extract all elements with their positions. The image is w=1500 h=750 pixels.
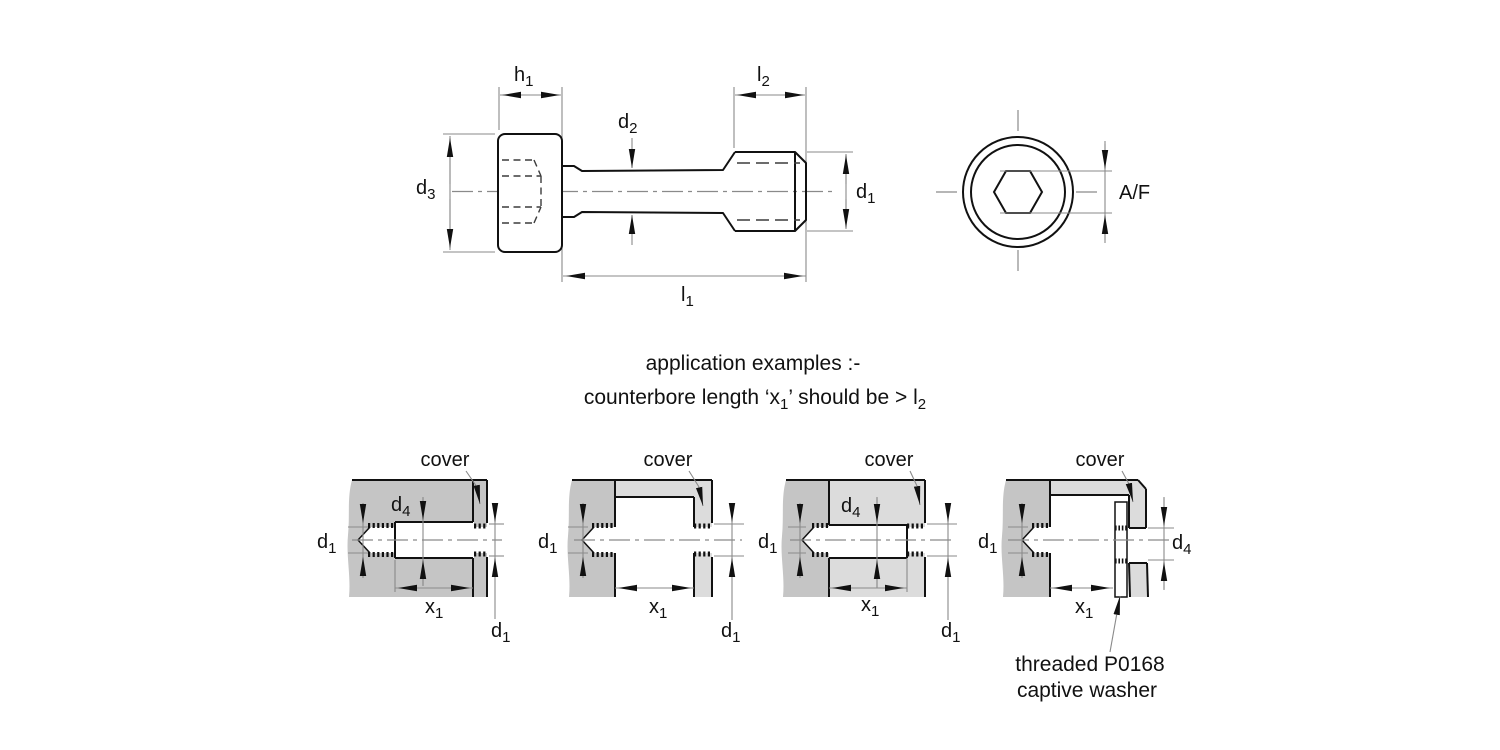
counterbore-note: counterbore length ‘$x_1$’ should be > $l_2$ <box>583 386 927 413</box>
cover-plate <box>1050 480 1146 528</box>
dim-label-d3: $d_3$ <box>416 177 436 203</box>
washer-note-line1: threaded P0168 <box>1015 653 1165 676</box>
dim-label-d4: $d_4$ <box>391 494 411 520</box>
cover-flange-lower <box>1129 563 1148 597</box>
dim-label-x1: $x_1$ <box>649 596 668 622</box>
dim-label-d1-right: $d_1$ <box>721 620 741 646</box>
counterbore <box>829 525 907 558</box>
application-example-4 <box>978 449 1191 702</box>
dim-label-l2: $l_2$ <box>757 64 770 90</box>
cover-label: cover <box>1075 449 1125 471</box>
application-example-3 <box>758 449 960 646</box>
screw-head <box>498 134 562 252</box>
washer-note-line2: captive washer <box>1016 679 1158 702</box>
dim-label-d4: $d_4$ <box>841 495 861 521</box>
cover-label: cover <box>420 449 470 471</box>
dim-label-h1: $h_1$ <box>514 64 534 90</box>
screw-side-view <box>416 64 875 310</box>
dim-label-x1: $x_1$ <box>425 596 444 622</box>
cover-label: cover <box>864 449 914 471</box>
dim-label-x1: $x_1$ <box>1075 596 1094 622</box>
dim-label-af: A/F <box>1119 182 1151 204</box>
dim-label-d1-left: $d_1$ <box>317 531 337 557</box>
captive-washer <box>1115 502 1127 597</box>
application-example-2 <box>538 449 744 646</box>
application-examples-title: application examples :- <box>645 352 861 375</box>
cover-label: cover <box>643 449 693 471</box>
dim-label-d4-right: $d_4$ <box>1172 532 1192 558</box>
application-example-1 <box>317 449 510 646</box>
dim-label-d1-left: $d_1$ <box>538 531 558 557</box>
dim-label-d1: $d_1$ <box>856 181 876 207</box>
dim-label-x1: $x_1$ <box>861 594 880 620</box>
dim-label-d1-right: $d_1$ <box>491 620 511 646</box>
dim-label-d1-left: $d_1$ <box>978 531 998 557</box>
dim-label-l1: $l_1$ <box>681 284 694 310</box>
dim-label-d2: $d_2$ <box>618 111 638 137</box>
dim-label-d1-left: $d_1$ <box>758 531 778 557</box>
screw-end-view <box>936 110 1150 274</box>
dim-label-d1-right: $d_1$ <box>941 620 961 646</box>
